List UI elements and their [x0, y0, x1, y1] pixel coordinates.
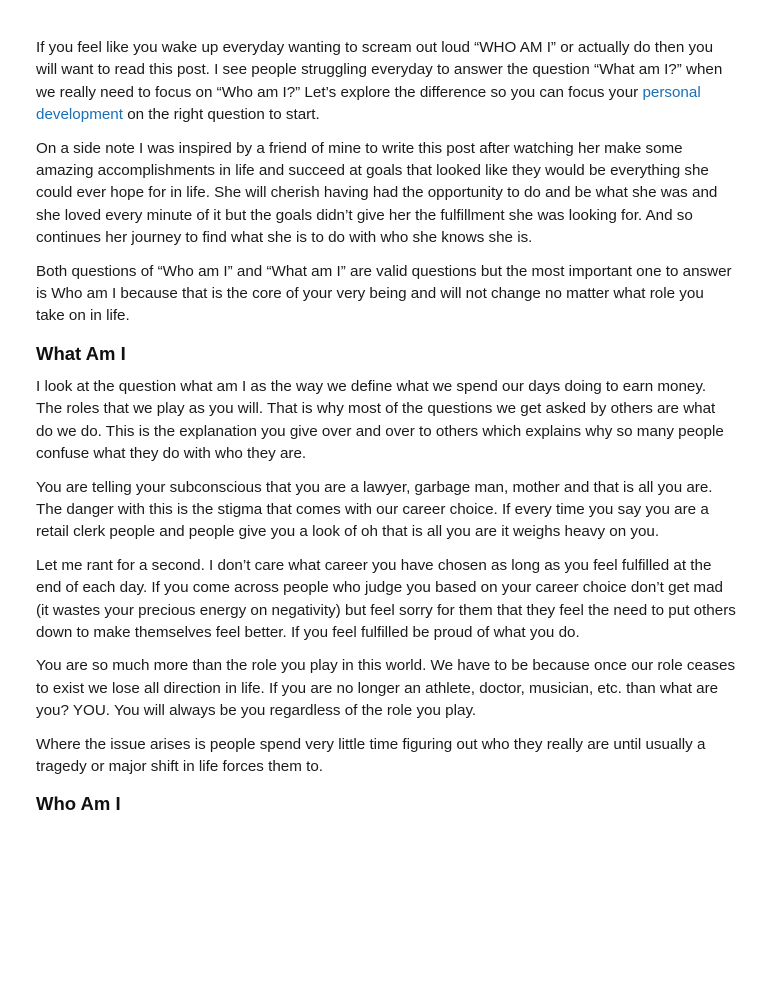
intro-paragraph-1 [36, 37, 736, 127]
what-paragraph-5: Where the issue arises is people spend very little time figuring out who they really are until usually a tragedy or major shift in life forces them to. [36, 735, 706, 775]
personal-development-link[interactable]: personal development [36, 83, 701, 124]
what-am-i-heading: What Am I [36, 342, 126, 364]
intro-p1-text-after-link: on the right question to start. [122, 106, 320, 124]
what-paragraph-3: Let me rant for a second. I don’t care what career you have chosen as long as you feel fulfilled at the end of each day. If you come across people who judge you based on your career choice don’t get mad (it wastes your precious energy on negativity) but feel sorry for them that they feel the need to put others down to make themselves feel better. If you feel fulfilled be proud of what you do. [36, 556, 736, 641]
who-am-i-heading: Who Am I [36, 793, 121, 815]
what-paragraph-2: You are telling your subconscious that you are a lawyer, garbage man, mother and that is all you are. The danger with this is the stigma that comes with our career choice. If every time you say you are a retail clerk people and people give you a look of oh that is all you are it weighs heavy on you. [36, 478, 713, 541]
article-body [36, 37, 736, 826]
intro-paragraph-3: Both questions of “Who am I” and “What am I” are valid questions but the most important one to answer is Who am I because that is the core of your very being and will not change no matter what role you take on in life. [36, 262, 732, 325]
what-paragraph-4: You are so much more than the role you play in this world. We have to be because once our role ceases to exist we lose all direction in life. If you are no longer an athlete, doctor, musician, etc. than what are you? YOU. You will always be you regardless of the role you play. [36, 657, 736, 720]
intro-p1-text-before-link: If you feel like you wake up everyday wanting to scream out loud “WHO AM I” or actually do then you will want to read this post. I see people struggling everyday to answer the question “What am I?” when we really need to focus on “Who am I?” Let’s explore the difference so you can focus your [36, 39, 723, 101]
what-paragraph-1: I look at the question what am I as the way we define what we spend our days doing to earn money. The roles that we play as you will. That is why most of the questions we get asked by others are what do we do. This is the explanation you give over and over to others which explains why so many people confuse what they do with who they are. [36, 377, 724, 463]
intro-paragraph-2: On a side note I was inspired by a friend of mine to write this post after watching her make some amazing accomplishments in life and succeed at goals that looked like they would be everything she could ever hope for in life. She will cherish having had the opportunity to do and be what she was and she loved every minute of it but the goals didn’t give her the fulfillment she was looking for. And so continues her journey to find what she is to do with who she knows she is. [36, 139, 718, 247]
